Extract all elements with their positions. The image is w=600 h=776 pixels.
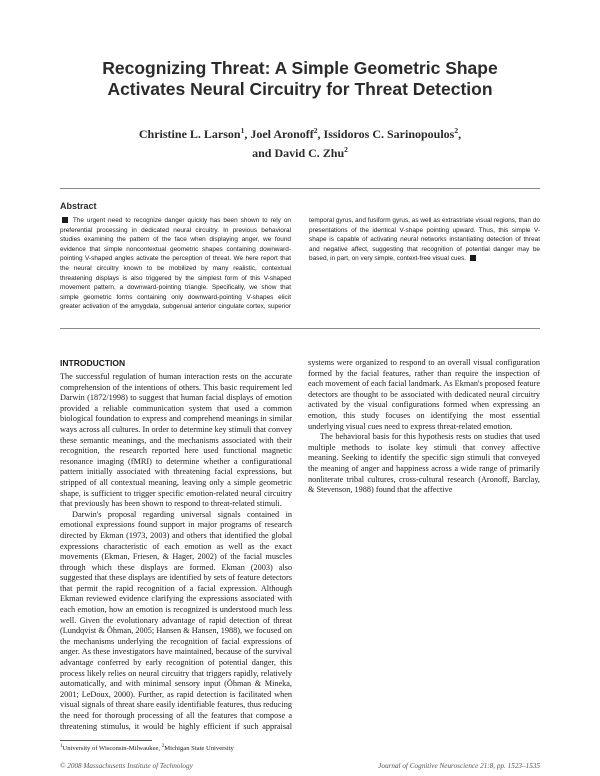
abstract-text — [60, 216, 540, 312]
abstract-body: The urgent need to recognize danger quickly has been shown to rely on preferential processing in dedicated neural circuitry. In previous behavioral studies examining the pattern of the face when displaying anger, we found evidence that simple noncontextual geometric shapes containing downward-pointing V-shaped angles activate the perception of threat. We here report that the neural circuitry known to be mobilized by many realistic, contextual threatening displays is also triggered by the simplest form of this V-shaped movement pattern, a downward-pointing triangle. Specifically, we show that simple geometric forms containing only downward-pointing V-shapes elicit greater activation of the amygdala, subgenual anterior cingulate cortex, superior temporal gyrus, and fusiform gyrus, as well as extrastriate visual regions, than do presentations of the identical V-shape pointing upward. Thus, this simple V-shape is capable of activating neural networks instantiating detection of threat and negative affect, suggesting that recognition of potential danger may be based, in part, on very simple, context-free visual cues. — [60, 217, 540, 311]
abstract-heading: Abstract — [60, 201, 97, 211]
author-list: Christine L. Larson$^1$, Joel Aronoff$^2$, Issidoros C. Sarinopoulos$^2$, and David C. Zhu$^2$ — [138, 126, 462, 160]
affiliation-marker: 1 — [60, 744, 63, 749]
author-name: Joel Aronoff — [250, 127, 314, 141]
journal-citation: Journal of Cognitive Neuroscience 21:8, pp. 1523–1535 — [378, 762, 540, 770]
affiliation-1: University of Wisconsin-Milwaukee, — [62, 745, 161, 753]
copyright-notice: © 2008 Massachusetts Institute of Technology — [60, 762, 193, 770]
title-line-2: Activates Neural Circuitry for Threat Detection — [107, 79, 493, 99]
author-name: and David C. Zhu — [252, 146, 345, 160]
affiliation-marker: 2 — [313, 126, 318, 135]
affiliation-footnote — [60, 743, 234, 753]
author-name: Christine L. Larson — [138, 127, 241, 141]
author-name: Issidoros C. Sarinopoulos — [323, 127, 455, 141]
title-line-1: Recognizing Threat: A Simple Geometric Shape — [102, 58, 498, 78]
paragraph: The behavioral basis for this hypothesis rests on studies that used multiple methods to isolate key stimuli that convey affective meaning. Seeking to identify the specific sign stimuli that conveyed the meaning of anger and happiness across a wide range of primarily nonliterate tribal cultures, cross-cultural research (Aronoff, Barclay, & Stevenson, 1988) found that the affective — [308, 432, 540, 495]
body-text — [60, 358, 540, 734]
square-end-icon — [470, 255, 476, 261]
footnote-rule — [60, 740, 152, 741]
abstract-bottom-rule — [60, 328, 540, 329]
affiliation-marker: 2 — [454, 126, 459, 135]
section-heading: INTRODUCTION — [60, 358, 126, 368]
paragraph: The successful regulation of human interaction rests on the accurate comprehension of the intentions of others. This basic requirement led Darwin (1872/1998) to suggest that human facial displays of emotion provided a reliable communication system that used a common biological foundation to express and comprehend meanings in similar ways across all cultures. In order to determine key stimuli that convey these semantic meanings, and the mechanisms associated with their recognition, the research reported here used functional magnetic resonance imaging (fMRI) to determine whether a configurational pattern initially associated with threatening facial expressions, but stripped of all contextual meaning, leaving only a simple geometric shape, is sufficient to trigger specific emotion-related neural circuitry that previously has been shown to respond to threat-related stimuli. — [60, 372, 292, 509]
abstract-top-rule — [60, 188, 540, 189]
paragraph: Darwin's proposal regarding universal signals contained in emotional expressions found support in major programs of research directed by Ekman (1973, 2003) and others that identified the global expressions characteristic of each emotion as well as the exact movements (Ekman, Friesen, & Hager, 2002) of the facial muscles through which these displays are formed. Ekman (2003) also suggested that these displays are identified by sets of feature detectors that permit the rapid recognition of a facial expression. Although Ekman reviewed evidence clarifying the expressions associated with each emotion, how an emotion is recognized is understood much less well. Given the evolutionary advantage of rapid detection of threat (Lundqvist & Öhman, 2005; Hansen & Hansen, 1988), we focused on the mechanisms underlying the recognition of facial expressions of anger. As these investigators have maintained, because of the survival advantage conferred by early recognition of potential danger, this process likely relies on neural circuitry that triggers rapidly, relatively automatically, and with minimal sensory input (Öhman & Mineka, 2001; LeDoux, 2000). Further, as rapid detection is facilitated when visual signals of threat share easily identifiable features, thus reducing the need for thorough processing of all the features that compose a threatening stimulus, it would be highly efficient if such appraisal systems were organized to respond to an overall visual configuration formed by the facial features, rather than require the inspection of each movement of each facial landmark. As Ekman's proposed feature detectors are thought to be associated with dedicated neural circuitry activated by the visual configurations formed when expressing an emotion, this study focuses on identifying the most essential underlying visual cues need to express threat-related emotion. — [60, 358, 540, 731]
affiliation-marker: 2 — [344, 145, 348, 154]
affiliation-2: Michigan State University — [164, 745, 234, 753]
square-bullet-icon — [62, 217, 68, 223]
paper-title — [60, 58, 540, 100]
affiliation-marker: 1 — [240, 126, 245, 135]
affiliation-marker: 2 — [161, 744, 165, 749]
